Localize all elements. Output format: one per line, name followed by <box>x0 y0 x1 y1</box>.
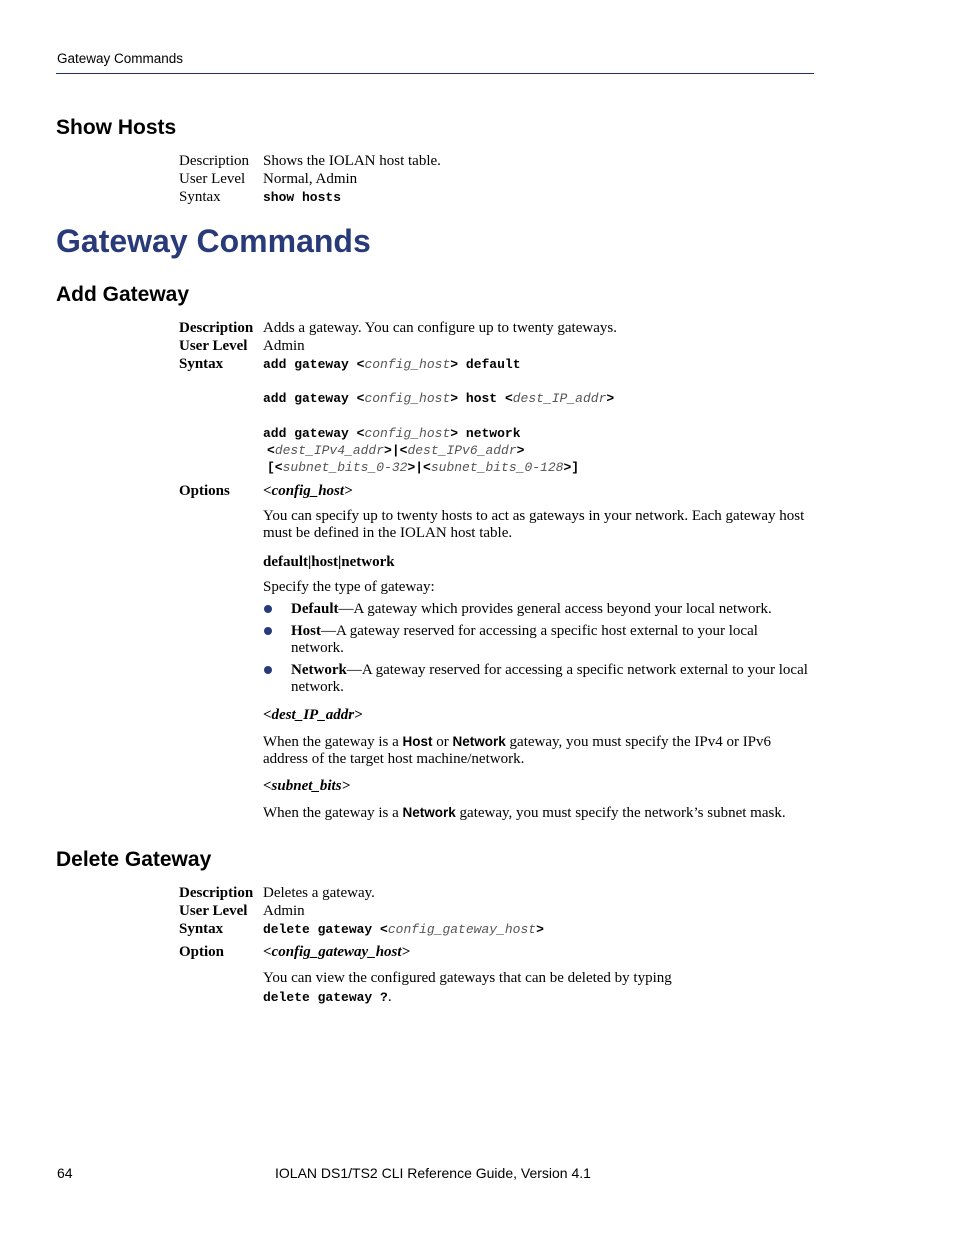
bullet-icon <box>264 666 272 674</box>
syntax-command: delete gateway <config_gateway_host> <box>263 922 544 937</box>
section-title-show-hosts: Show Hosts <box>56 116 177 139</box>
option-config-gateway-host-text: You can view the configured gateways that can be deleted by typing <box>263 970 672 986</box>
syntax-line-host: add gateway <config_host> host <dest_IP_addr> <box>263 391 615 406</box>
description-text: Adds a gateway. You can configure up to twenty gateways. <box>263 320 617 336</box>
bullet-icon <box>264 605 272 613</box>
description-label: Description <box>179 153 249 169</box>
option-config-host-text: You can specify up to twenty hosts to act as gateways in your network. Each gateway host must be defined in the IOLAN host table. <box>263 508 805 541</box>
syntax-command: show hosts <box>263 190 342 205</box>
option-label: Option <box>179 944 225 960</box>
syntax-label: Syntax <box>179 189 221 205</box>
section-title-add-gateway: Add Gateway <box>56 283 190 306</box>
user-level-label: User Level <box>179 171 246 187</box>
description-label: Description <box>179 885 254 901</box>
option-dest-ip-addr: <dest_IP_addr> <box>263 707 363 723</box>
user-level-text: Admin <box>263 903 305 919</box>
options-label: Options <box>179 483 230 499</box>
option-dest-ip-addr-text: When the gateway is a Host or Network gateway, you must specify the IPv4 or IPv6 address of the target host machine/network. <box>263 734 772 767</box>
option-gateway-type-intro: Specify the type of gateway: <box>263 579 435 595</box>
section-title-delete-gateway: Delete Gateway <box>56 848 212 871</box>
list-item: Network—A gateway reserved for accessing a specific network external to your local network. <box>291 662 808 695</box>
description-label: Description <box>179 320 254 336</box>
option-command-example: delete gateway ?. <box>263 989 392 1005</box>
syntax-line-network-subnet: [<subnet_bits_0-32>|<subnet_bits_0-128>] <box>267 460 580 475</box>
user-level-label: User Level <box>179 903 248 919</box>
description-text: Deletes a gateway. <box>263 885 375 901</box>
bullet-icon <box>264 627 272 635</box>
syntax-label: Syntax <box>179 921 224 937</box>
chapter-title: Gateway Commands <box>56 223 371 259</box>
running-header: Gateway Commands <box>57 51 184 66</box>
footer-guide-title: IOLAN DS1/TS2 CLI Reference Guide, Version 4.1 <box>275 1165 591 1181</box>
option-config-host: <config_host> <box>263 483 353 499</box>
page-number: 64 <box>57 1165 73 1181</box>
option-subnet-bits: <subnet_bits> <box>263 778 351 794</box>
user-level-text: Admin <box>263 338 305 354</box>
syntax-line-network-addr: <dest_IPv4_addr>|<dest_IPv6_addr> <box>267 443 525 458</box>
user-level-text: Normal, Admin <box>263 171 358 187</box>
syntax-line-network: add gateway <config_host> network <box>263 426 521 441</box>
syntax-label: Syntax <box>179 356 224 372</box>
option-config-gateway-host: <config_gateway_host> <box>263 944 411 960</box>
header-rule <box>56 73 814 74</box>
option-gateway-type: default|host|network <box>263 554 395 570</box>
list-item: Default—A gateway which provides general access beyond your local network. <box>291 601 772 617</box>
option-subnet-bits-text: When the gateway is a Network gateway, you must specify the network’s subnet mask. <box>263 805 786 821</box>
syntax-line-default: add gateway <config_host> default <box>263 357 521 372</box>
user-level-label: User Level <box>179 338 248 354</box>
description-text: Shows the IOLAN host table. <box>263 153 441 169</box>
list-item: Host—A gateway reserved for accessing a specific host external to your local network. <box>291 623 758 656</box>
